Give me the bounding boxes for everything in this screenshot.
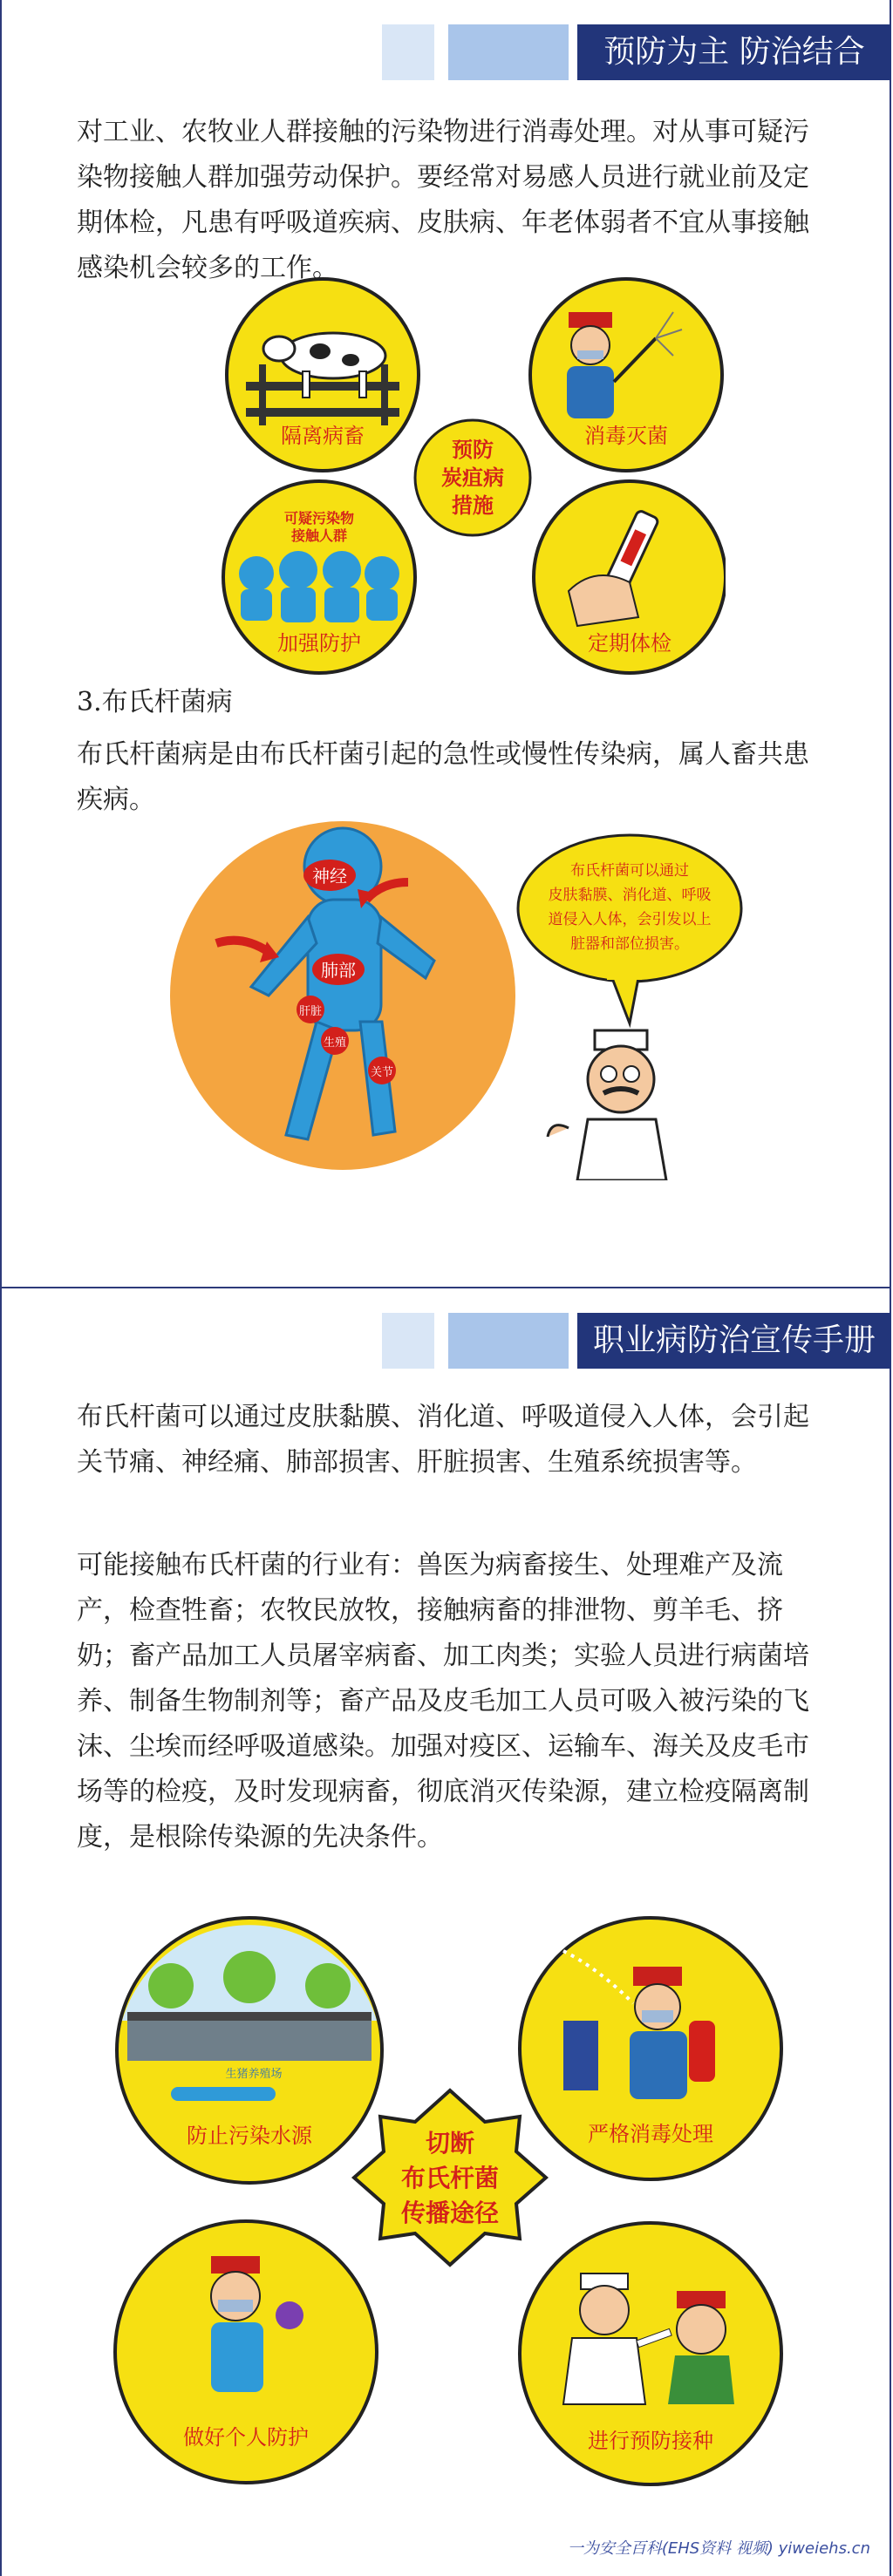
- organ-liver-marker: [297, 996, 324, 1023]
- brucella-center-line-3: 传播途径: [400, 2199, 500, 2227]
- bubble-line-4: 脏器和部位损害。: [570, 935, 689, 953]
- vaccination-circle: [520, 2223, 781, 2484]
- brucellosis-body-illustration: [164, 812, 521, 1179]
- organ-lung-label: 肺部: [321, 960, 356, 981]
- organ-lung-marker: [312, 954, 365, 985]
- protection-circle: [223, 481, 415, 673]
- page-2: [0, 1288, 891, 2576]
- anthrax-center-circle: [415, 420, 530, 535]
- section-heading-brucellosis: 3.布氏杆菌病: [77, 687, 233, 717]
- vaccination-label: 进行预防接种: [588, 2429, 713, 2453]
- organ-nerve-marker: [303, 860, 356, 891]
- brucella-center-line-1: 切断: [425, 2129, 475, 2158]
- anthrax-center-line-2: 炭疽病: [441, 466, 504, 490]
- doctor-speech-illustration: [516, 832, 752, 1180]
- farm-sign-label: 生猪养殖场: [225, 2068, 283, 2081]
- checkup-circle: [534, 481, 726, 673]
- organ-joint-marker: [368, 1057, 396, 1084]
- disinfection-label: 消毒灭菌: [584, 424, 668, 448]
- header-decor-square-light: [382, 1313, 434, 1369]
- industries-paragraph: 可能接触布氏杆菌的行业有：兽医为病畜接生、处理难产及流产，检查牲畜；农牧民放牧，接触病畜的排泄物、剪羊毛、挤奶；畜产品加工人员屠宰病畜、加工肉类；实验人员进行病菌培养、制备生物制剂等；畜产品及皮毛加工人员可吸入被污染的飞沫、尘埃而经呼吸道感染。加强对疫区、运输车、海关及皮毛市场等的检疫，及时发现病畜，彻底消灭传染源，建立检疫隔离制度，是根除传染源的先决条件。: [77, 1550, 809, 1852]
- strict-disinfection-circle: [520, 1918, 781, 2179]
- footer-source: 一为安全百科(EHS资料 视频) yiweiehs.cn: [567, 2539, 870, 2558]
- brucella-center-badge: [354, 2090, 546, 2265]
- brucella-prevention-diagram: [110, 1916, 790, 2491]
- prevent-water-pollution-circle: [117, 1918, 382, 2183]
- protection-sign-line-2: 接触人群: [290, 527, 348, 544]
- intro-paragraph: 对工业、农牧业人群接触的污染物进行消毒处理。对从事可疑污染物接触人群加强劳动保护。要经常对易感人员进行就业前及定期体检，凡患有呼吸道疾病、皮肤病、年老体弱者不宜从事接触感染机会较多的工作。: [77, 117, 809, 283]
- personal-protection-circle: [115, 2221, 377, 2483]
- header-decor-square-mid: [448, 1313, 569, 1369]
- bubble-line-3: 道侵入人体，会引发以上: [548, 911, 712, 928]
- protection-sign-line-1: 可疑污染物: [283, 510, 355, 527]
- pipe-icon: [171, 2087, 276, 2101]
- anthrax-center-line-1: 预防: [452, 438, 494, 462]
- transmission-paragraph: 布氏杆菌可以通过皮肤黏膜、消化道、呼吸道侵入人体，会引起关节痛、神经痛、肺部损害、肝脏损害、生殖系统损害等。: [77, 1402, 809, 1478]
- header-title: 职业病防治宣传手册: [577, 1313, 891, 1369]
- page-1: [0, 0, 891, 1288]
- strict-disinfection-label: 严格消毒处理: [588, 2122, 713, 2146]
- doctor-icon: [548, 1030, 666, 1180]
- protection-label: 加强防护: [277, 631, 361, 656]
- isolate-livestock-label: 隔离病畜: [281, 424, 365, 448]
- header-decor-square-light: [382, 24, 434, 80]
- disinfection-circle: [530, 279, 722, 471]
- brucellosis-definition: 布氏杆菌病是由布氏杆菌引起的急性或慢性传染病，属人畜共患疾病。: [77, 739, 809, 815]
- brucella-center-line-2: 布氏杆菌: [400, 2164, 500, 2192]
- organ-liver-label: 肝脏: [298, 1005, 323, 1018]
- organ-reproduction-label: 生殖: [323, 1037, 347, 1050]
- organ-reproduction-marker: [321, 1027, 349, 1055]
- checkup-label: 定期体检: [588, 631, 671, 656]
- header-decor-square-mid: [448, 24, 569, 80]
- header-title: 预防为主 防治结合: [577, 24, 891, 80]
- organ-joint-label: 关节: [370, 1066, 394, 1079]
- bubble-line-1: 布氏杆菌可以通过: [570, 862, 689, 880]
- organ-nerve-label: 神经: [312, 866, 347, 887]
- personal-protection-label: 做好个人防护: [183, 2425, 309, 2450]
- anthrax-prevention-diagram: [220, 277, 726, 678]
- speech-bubble: [518, 835, 741, 1023]
- farm-building-icon: [127, 2012, 372, 2061]
- prevent-water-pollution-label: 防止污染水源: [187, 2124, 312, 2148]
- anthrax-center-line-3: 措施: [452, 493, 494, 518]
- isolate-livestock-circle: [227, 279, 419, 471]
- bubble-line-2: 皮肤黏膜、消化道、呼吸: [548, 887, 712, 904]
